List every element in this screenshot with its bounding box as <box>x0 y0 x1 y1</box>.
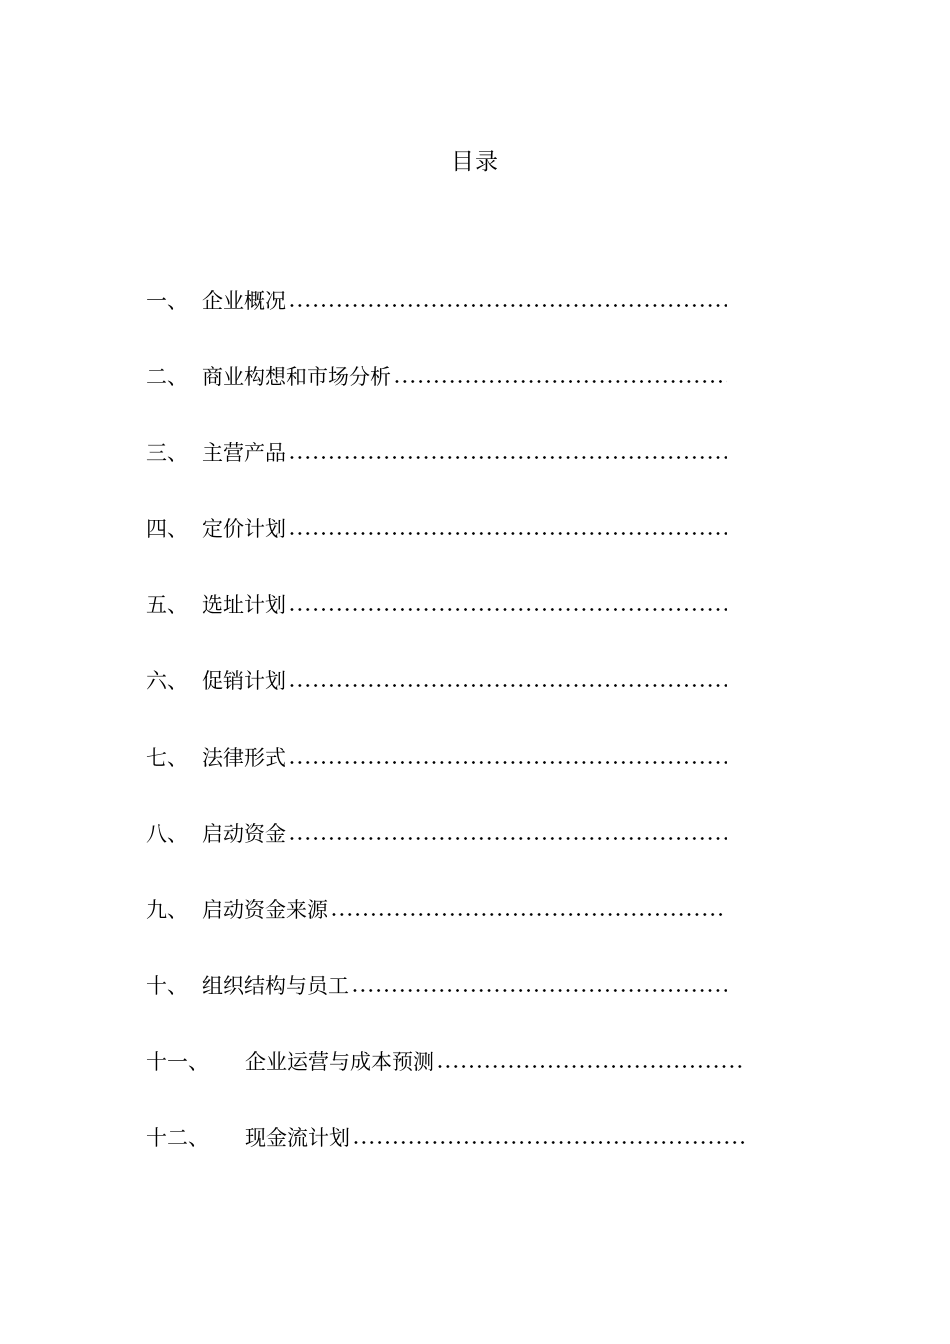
toc-entry-label: 商业构想和市场分析 <box>202 365 391 390</box>
toc-dot-leader <box>391 359 727 395</box>
toc-dot-leader <box>286 740 727 776</box>
toc-entry-label: 定价计划 <box>202 517 286 542</box>
toc-entry-label: 主营产品 <box>202 441 286 466</box>
toc-entry-label: 选址计划 <box>202 593 286 618</box>
toc-entry-number: 二、 <box>146 365 188 390</box>
toc-entry-number: 四、 <box>146 517 188 542</box>
toc-dot-leader <box>286 587 727 623</box>
toc-entry-number: 六、 <box>146 669 188 694</box>
toc-entry-label: 组织结构与员工 <box>202 973 349 998</box>
toc-entry-number: 三、 <box>146 441 188 466</box>
toc-entry-number: 十一、 <box>146 1049 209 1074</box>
toc-entry <box>146 283 786 359</box>
toc-entry <box>146 359 786 435</box>
toc-dot-leader <box>350 1120 746 1156</box>
toc-entry-number: 五、 <box>146 593 188 618</box>
toc-title: 目录 <box>451 149 499 175</box>
toc-entry <box>146 1120 786 1196</box>
toc-dot-leader <box>286 435 727 471</box>
toc-dot-leader <box>286 816 727 852</box>
toc-entry <box>146 511 786 587</box>
toc-dot-leader <box>349 968 727 1004</box>
toc-dot-leader <box>286 663 727 699</box>
toc-list <box>146 283 786 1196</box>
toc-entry-number: 十、 <box>146 973 188 998</box>
toc-entry <box>146 968 786 1044</box>
toc-entry <box>146 1044 786 1120</box>
toc-entry <box>146 663 786 739</box>
toc-entry-label: 启动资金 <box>202 821 286 846</box>
toc-entry-label: 法律形式 <box>202 745 286 770</box>
toc-entry-number: 九、 <box>146 897 188 922</box>
toc-dot-leader <box>286 283 727 319</box>
toc-dot-leader <box>434 1044 746 1080</box>
toc-entry-label: 启动资金来源 <box>202 897 328 922</box>
toc-entry <box>146 435 786 511</box>
toc-entry-number: 七、 <box>146 745 188 770</box>
toc-entry-number: 八、 <box>146 821 188 846</box>
toc-dot-leader <box>286 511 727 547</box>
toc-dot-leader <box>328 892 727 928</box>
toc-entry <box>146 816 786 892</box>
toc-entry-label: 企业概况 <box>202 289 286 313</box>
toc-entry <box>146 740 786 816</box>
toc-entry-number: 十二、 <box>146 1126 209 1151</box>
toc-entry-label: 企业运营与成本预测 <box>245 1049 434 1074</box>
toc-entry <box>146 587 786 663</box>
toc-entry <box>146 892 786 968</box>
toc-entry-label: 现金流计划 <box>245 1126 350 1151</box>
toc-entry-label: 促销计划 <box>202 669 286 694</box>
toc-entry-number: 一、 <box>146 289 188 313</box>
